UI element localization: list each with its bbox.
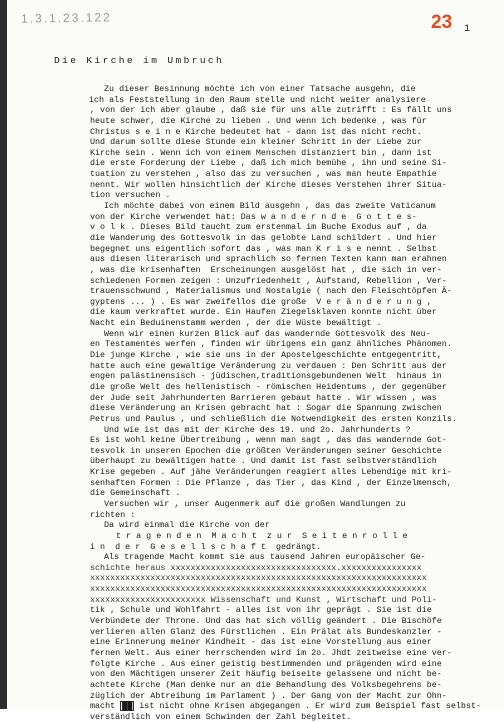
text-line: fernen Welt. Aus einer herrschenden wird im 2o. Jhdt zeitweise eine ver- [90,647,452,658]
text-line: Und wie ist das mit der Kirche des 19. und 2o. Jahrhunderts ? [104,424,411,435]
text-line: , von der ich aber glaube , daß sie für uns alle zutrifft : Es fällt uns [90,105,452,116]
text-line: verlieren allen Glanz des Fürstlichen . Ein Prälat als Bundeskanzler - [90,626,442,637]
text-line: , was die krisenhaften Erscheinungen ausgelöst hat , die sich in ver- [90,264,442,275]
text-fragment: ist nicht ohne Krisen abgegangen . Er wird zum Beispiel fast selbst- [139,701,482,712]
text-line: trauensschwund , Materialismus und Nostalgie ( nach den Fleischtöpfen Ä- [90,286,452,297]
text-line: begegnet uns eigentlich sofort das , was man K r i s e nennt . Selbst [90,243,437,254]
scan-edge [0,0,7,709]
text-line: die erste Forderung der Liebe , daß ich mich bemühe , ihn und seine Si- [90,158,447,169]
red-handwritten-number: 23 [431,12,453,33]
text-line: von den Mächtigen unserer Zeit häufig beiseite gelassene und nicht be- [90,669,442,680]
text-line: die Gemeinschaft . [90,488,181,499]
text-line: ich als Feststellung in den Raum stelle und nicht weiter analysiere [89,94,426,105]
text-line: senhaften Formen : Die Pflanze , das Tier , das Kind , der Einzelmensch, [90,477,452,488]
text-line: überhaupt zu bewältigen hatte . Und damit ist fast selbstverständlich [90,456,437,467]
text-line: gyptens ... ) . Es war zweifellos die große V e r ä n d e r u n g , [90,296,432,307]
text-line: Verbündete der Throne. Und das hat sich völlig geändert . Die Bischöfe [90,616,442,627]
text-line: die große Welt des hellenistisch - römischen Heidentums , der gegenüber [90,381,447,392]
text-line: tuation zu verstehen , also das zu versuchen , was man heute Empathie [90,169,437,180]
text-line: züglich der Abtreibung im Parlament ) . Der Gang von der Macht zur Ohn- [90,690,447,701]
text-line: hatte auch eine gewaltige Veränderung zu verdauen : Den Schritt aus der [90,360,447,371]
text-line: Nacht ein Beduinenstamm werden , der die Wüste bewältigt . [90,318,382,329]
text-line: schiedenen Formen zeigen : Unzufriedenheit , Aufstand, Rebellion , Ver- [90,275,447,286]
text-line: Als tragende Macht kommt sie aus tausend Jahren europäischer Ge- [104,552,426,563]
text-line: achtete Kirche (Man denke nur an die Behandlung des Volksbegehrens be- [90,679,442,690]
text-line: engen palästinensisch - jüdischen,traditionsgebundenen Welt hinaus in [90,371,442,382]
text-line: Und darum sollte diese Stunde ein kleiner Schritt in der Liebe zur [90,137,422,148]
text-line: tion versuchen . [90,190,171,201]
text-line: diese Veränderung an Krisen gebracht hat : Sogar die Spannung zwischen [90,403,442,414]
struck-out-line: xxxxxxxxxxxxxxxxxxxxxxxxxxxxxxxxxxxxxxxxxxxxxxxxxxxxxxxxxxxxxxxxxxx [90,573,427,584]
text-line: en Testamentes werfen , finden wir übrigens ein ganz ähnliches Phänomen. [90,339,452,350]
text-line: i n d e r G e s e l l s c h a f t gedrängt. [90,541,322,552]
text-line: Krise gegeben . Auf jähe Veränderungen reagiert alles Lebendige mit kri- [90,467,452,478]
text-line: Christus s e i n e Kirche bedeutet hat - dann ist das nicht recht. [90,126,422,137]
text-line: folgte Kirche . Aus einer geistig bestimmenden und prägenden wird eine [90,658,442,669]
text-line: Kirche sein . Wenn ich von einem Menschen distanziert bin , dann ist [90,147,432,158]
text-line: Ich möchte dabei von einem Bild ausgehn , das das zweite Vaticanum [104,201,436,212]
text-line: Petrus und Paulus , und schließlich die Notwendigkeit des ersten Konzils. [90,413,457,424]
text-line: eine Erinnerung meiner Kindheit - das ist eine Vorstellung aus einer [90,637,432,648]
text-line: von der Kirche verwendet hat: Das w a n d e r n d e G o t t e s- [90,211,417,222]
text-fragment: macht [90,701,116,712]
text-line: richten : [90,509,136,520]
text-line: heute schwer, die Kirche zu lieben . Und wenn ich bedenke , was für [90,115,427,126]
text-line: die kaum verkraftet wurde. Ein Haufen Ziegelsklaven konnte nicht über [90,307,437,318]
text-line: nennt. Wir wollen hinsichtlich der Kirche dieses Verstehen ihrer Situa- [90,179,447,190]
text-line: Es ist wohl keine Übertreibung , wenn man sagt , das das wandernde Got- [90,435,447,446]
archive-number: 1.3.1.23.122 [20,10,112,26]
text-line: Da wird einmal die Kirche von der [104,520,270,531]
text-line: der Jude seit Jahrhunderten Barrieren gebaut hatte . Wir wissen , was [90,392,437,403]
page-number: 1 [464,24,471,35]
text-line: verständlich von einem Schwinden der Zahl begleitet. [90,711,352,722]
text-line: t r a g e n d e n M a c h t z u r S e i t e n r o l l e [116,530,408,541]
document-title: Die Kirche im Umbruch [54,55,225,66]
text-line: Versuchen wir , unser Augenmerk auf die großen Wandlungen zu [104,498,406,509]
text-line: Wenn wir einen kurzen Blick auf das wandernde Gottesvolk des Neu- [104,328,431,339]
struck-out-line: xxxxxxxxxxxxxxxxxxxxxxxxxxxxxxxxxxxxxxxxxxxxxxxxxxxxxxxxxxxxxxxxxxx [90,584,427,595]
text-line: schichte heraus xxxxxxxxxxxxxxxxxxxxxxxxxxxxxxxxx.xxxxxxxxxxxxxxxx [90,562,422,573]
text-line: xxxxxxxxxxxxxxxxxxxxxxx Wissenschaft und Kunst , Wirtschaft und Poli- [90,594,437,605]
text-line: tik , Schule und Wohlfahrt - alles ist von ihr geprägt . Sie ist die [90,605,432,616]
correction-mark: ██ [122,701,133,712]
text-line: Die junge Kirche , wie sie uns in der Apostelgeschichte entgegentritt, [90,350,442,361]
text-line [90,701,492,712]
text-line: aus diesen literarisch und sprachlich so fernen Texten kann man erahnen [90,254,447,265]
document-body [90,84,492,722]
text-line: v o l k . Dieses Bild taucht zum erstenmal im Buche Exodus auf , da [90,222,427,233]
text-line: tesvolk in unseren Epochen die größten Veränderungen seiner Geschichte [90,445,442,456]
text-line: die Wanderung des Gottesvolk in das gelobte Land schildert . Und hier [90,232,437,243]
text-line: Zu dieser Besinnung möchte ich von einer Tatsache ausgehn, die [104,84,416,94]
